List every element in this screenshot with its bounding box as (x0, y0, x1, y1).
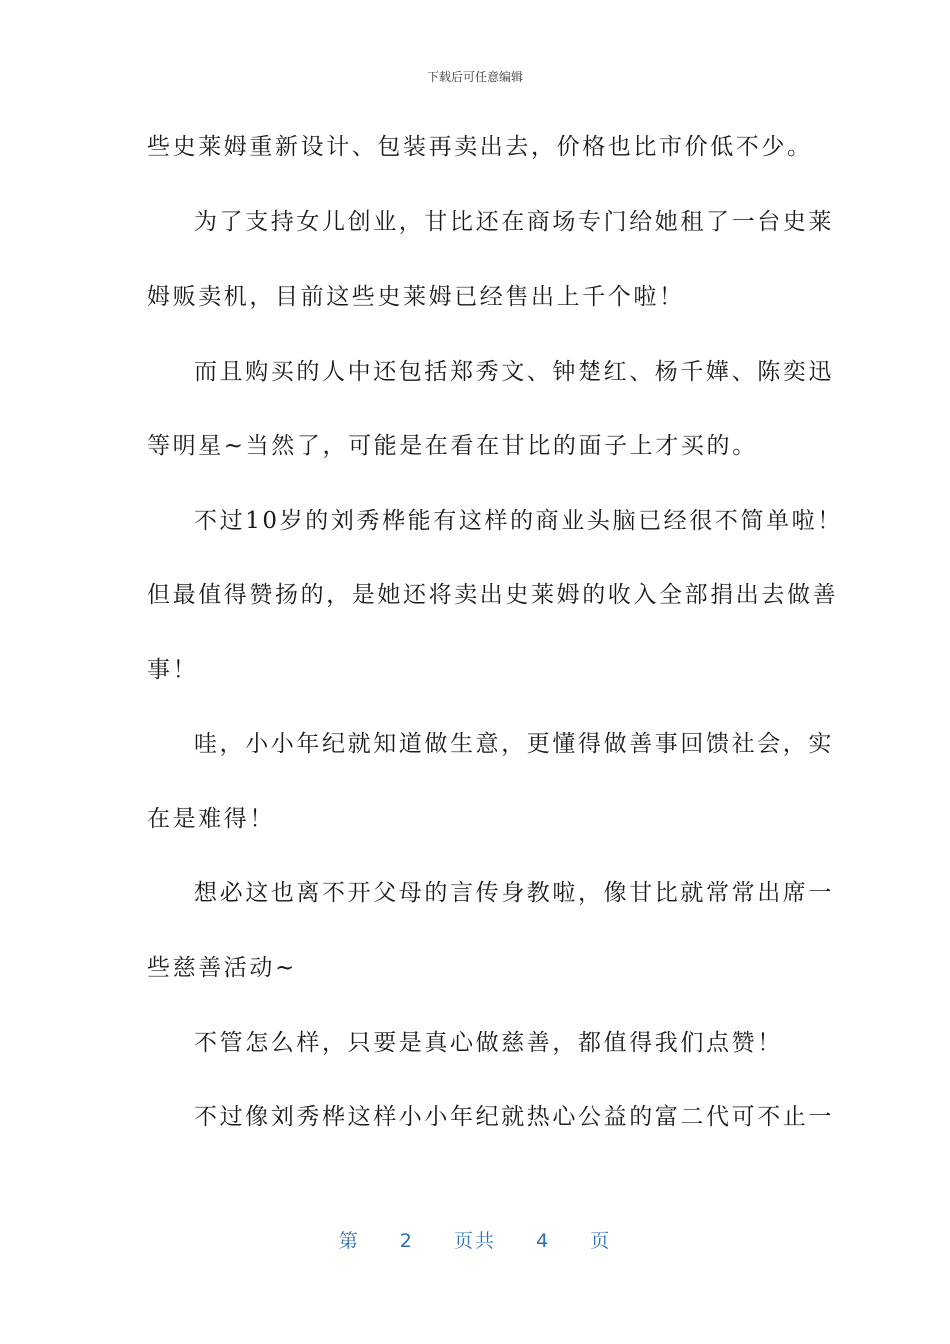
page-number-footer (0, 1226, 950, 1253)
text-line: 在是难得！ (147, 806, 275, 832)
paragraph-line: 为了支持女儿创业，甘比还在商场专门给她租了一台史莱 (194, 209, 834, 235)
text-line: 事！ (147, 657, 199, 683)
total-pages-number: 4 (536, 1230, 551, 1252)
paragraph-line: 不管怎么样，只要是真心做慈善，都值得我们点赞！ (194, 1030, 783, 1056)
paragraph-line: 想必这也离不开父母的言传身教啦，像甘比就常常出席一 (194, 880, 834, 906)
text-line: 些慈善活动~ (147, 955, 297, 981)
paragraph-line: 而且购买的人中还包括郑秀文、钟楚红、杨千嬅、陈奕迅 (194, 359, 834, 385)
header-note: 下载后可任意编辑 (426, 70, 523, 84)
text-line: 但最值得赞扬的，是她还将卖出史莱姆的收入全部捐出去做善 (147, 582, 839, 608)
paragraph-line: 不过10岁的刘秀桦能有这样的商业头脑已经很不简单啦！ (194, 508, 843, 534)
footer-label-end: 页 (590, 1230, 612, 1252)
text-line: 等明星~当然了，可能是在看在甘比的面子上才买的。 (147, 433, 758, 459)
text-line: 些史莱姆重新设计、包装再卖出去，价格也比市价低不少。 (147, 134, 813, 160)
paragraph-line: 不过像刘秀桦这样小小年纪就热心公益的富二代可不止一 (194, 1104, 834, 1130)
current-page-number: 2 (399, 1230, 414, 1252)
paragraph-line: 哇，小小年纪就知道做生意，更懂得做善事回馈社会，实 (194, 731, 834, 757)
text-line: 姆贩卖机，目前这些史莱姆已经售出上千个啦！ (147, 284, 685, 310)
footer-label-of: 页共 (453, 1230, 496, 1252)
footer-label-page: 第 (338, 1230, 360, 1252)
